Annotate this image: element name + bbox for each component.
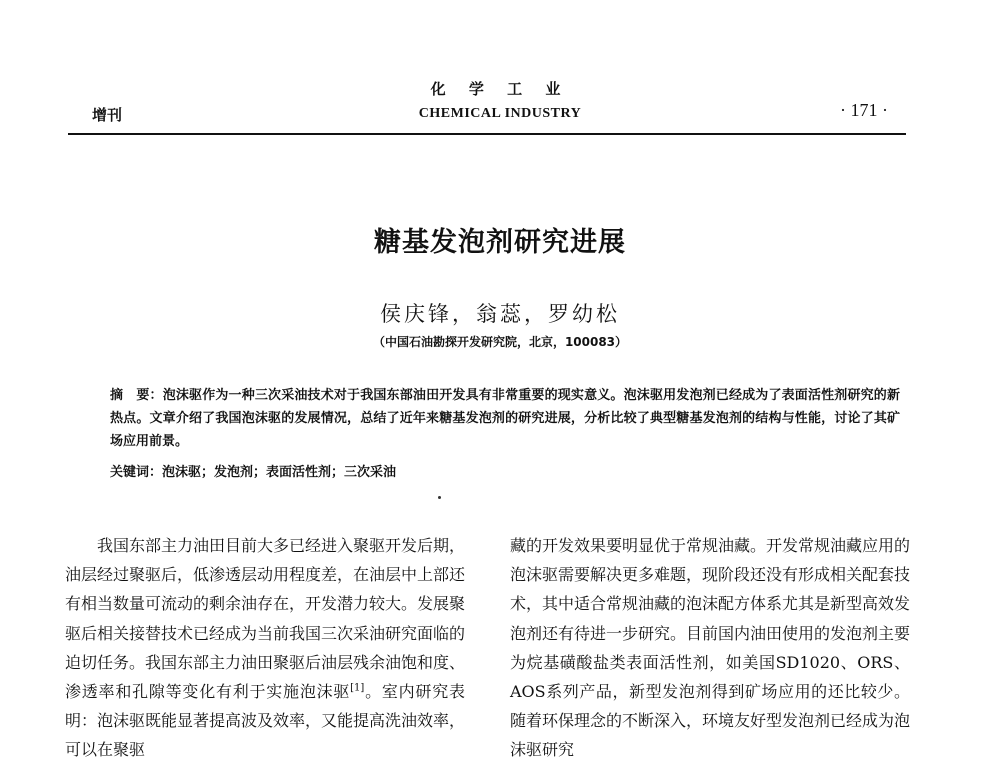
keywords [110, 461, 900, 480]
keywords-text: 泡沫驱；发泡剂；表面活性剂；三次采油 [162, 465, 397, 480]
body-text: 。室内研究表明：泡沫驱既能显著提高波及效率，又能提高洗油效率，可以在聚驱 [65, 682, 466, 760]
article-title: 糖基发泡剂研究进展 [374, 227, 626, 258]
body-column-left [65, 531, 465, 765]
abstract-text: 泡沫驱作为一种三次采油技术对于我国东部油田开发具有非常重要的现实意义。泡沫驱用发泡剂已经成为了表面活性剂研究的新热点。文章介绍了我国泡沫驱的发展情况，总结了近年来糖基发泡剂的研究进展，分析比较了典型糖基发泡剂的结构与性能，讨论了其矿场应用前景。 [110, 388, 900, 449]
article-authors: 侯庆锋，翁蕊，罗幼松 [380, 302, 620, 326]
separator-dot [438, 496, 441, 499]
journal-name-en: CHEMICAL INDUSTRY [418, 106, 582, 121]
abstract [110, 384, 900, 453]
journal-name-cn: 化 学 工 业 [430, 80, 570, 98]
header-rule [68, 133, 906, 135]
abstract-label: 摘 要： [110, 388, 163, 403]
issue-label: 增刊 [92, 106, 123, 124]
body-paragraph [65, 531, 465, 765]
citation-ref: [1] [350, 682, 365, 694]
author-affiliation: （中国石油勘探开发研究院，北京，100083） [372, 335, 628, 349]
body-text: 我国东部主力油田目前大多已经进入聚驱开发后期，油层经过聚驱后，低渗透层动用程度差，在油层中上部还有相当数量可流动的剩余油存在，开发潜力较大。发展聚驱后相关接替技术已经成为当前我国三次采油研究面临的迫切任务。我国东部主力油田聚驱后油层残余油饱和度、渗透率和孔隙等变化有利于实施泡沫驱 [65, 536, 466, 702]
body-column-right [510, 531, 910, 765]
page-number: · 171 · [840, 100, 888, 120]
body-paragraph: 藏的开发效果要明显优于常规油藏。开发常规油藏应用的泡沫驱需要解决更多难题，现阶段还没有形成相关配套技术，其中适合常规油藏的泡沫配方体系尤其是新型高效发泡剂还有待进一步研究。目前国内油田使用的发泡剂主要为烷基磺酸盐类表面活性剂，如美国SD1020、ORS、AOS系列产品，新型发泡剂得到矿场应用的还比较少。随着环保理念的不断深入，环境友好型发泡剂已经成为泡沫驱研究 [510, 536, 911, 760]
keywords-label: 关键词： [110, 465, 163, 480]
